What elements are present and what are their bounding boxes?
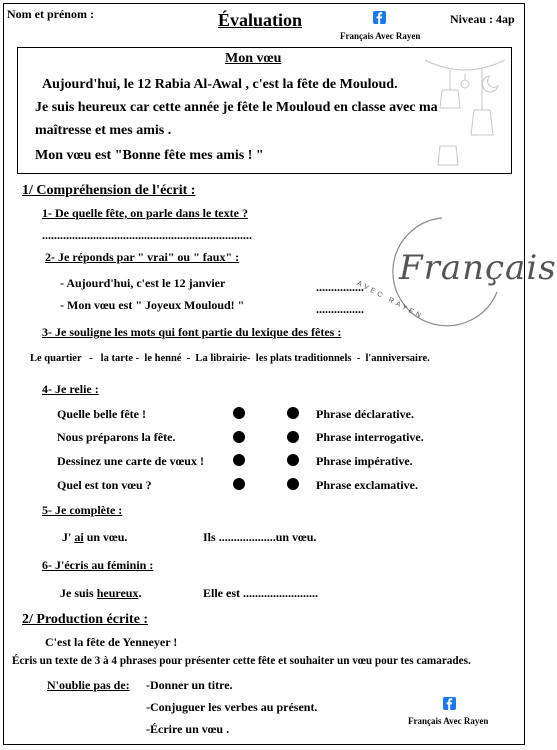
match-dot-right-4[interactable] <box>287 478 299 490</box>
match-left-4: Quel est ton vœu ? <box>57 478 152 492</box>
complete-exercise <box>203 530 316 545</box>
match-dot-left-3[interactable] <box>233 454 245 466</box>
true-false-blank-1: ................ <box>316 280 364 294</box>
true-false-item-2: - Mon vœu est " Joyeux Mouloud! " <box>60 298 245 312</box>
level-label: Niveau : 4ap <box>450 12 515 26</box>
reminder-3: -Écrire un vœu . <box>146 722 230 736</box>
vocabulary-words: Le quartier - la tarte - le henné - La librairie- les plats traditionnels - l'anniversaire. <box>30 353 430 364</box>
match-right-3: Phrase impérative. <box>316 454 413 468</box>
reminder-label: N'oublie pas de: <box>47 678 130 692</box>
match-dot-right-2[interactable] <box>287 431 299 443</box>
question-4: 4- Je relie : <box>42 382 99 396</box>
header-brand: Français Avec Rayen <box>340 31 421 41</box>
facebook-icon-footer <box>443 697 456 710</box>
question-3: 3- Je souligne les mots qui font partie du lexique des fêtes : <box>42 325 342 339</box>
reminder-2: -Conjuguer les verbes au présent. <box>146 700 318 714</box>
feminine-example-word: heureux <box>96 586 139 600</box>
reminder-1: -Donner un titre. <box>146 678 233 692</box>
feminine-example-pre: Je suis <box>60 586 97 600</box>
match-left-2: Nous préparons la fête. <box>57 430 176 444</box>
complete-example <box>62 530 127 545</box>
match-right-4: Phrase exclamative. <box>316 478 418 492</box>
reading-line-4: Mon vœu est "Bonne fête mes amis ! " <box>35 148 264 163</box>
question-6: 6- J'écris au féminin : <box>42 558 154 572</box>
match-dot-left-1[interactable] <box>233 407 245 419</box>
complete-exercise-post: un vœu. <box>275 530 317 544</box>
reading-line-1: Aujourd'hui, le 12 Rabia Al-Awal , c'est la fête de Mouloud. <box>42 77 398 92</box>
page-title: Évaluation <box>218 10 303 30</box>
match-left-1: Quelle belle fête ! <box>57 407 146 421</box>
section-1-title: 1/ Compréhension de l'écrit : <box>22 183 196 198</box>
match-right-2: Phrase interrogative. <box>316 430 424 444</box>
name-label: Nom et prénom : <box>7 7 94 21</box>
match-left-3: Dessinez une carte de vœux ! <box>57 454 204 468</box>
complete-exercise-pre: Ils <box>203 530 219 544</box>
footer-brand: Français Avec Rayen <box>408 716 489 726</box>
complete-exercise-blank: ................... <box>218 530 276 544</box>
logo-subtitle: AVEC RAYEN <box>355 280 425 321</box>
complete-example-verb: ai <box>74 530 84 544</box>
question-1: 1- De quelle fête, on parle dans le texte ? <box>42 206 248 220</box>
true-false-blank-2: ................ <box>316 302 364 316</box>
question-2: 2- Je réponds par " vrai" ou " faux" : <box>45 250 240 264</box>
reading-line-2: Je suis heureux car cette année je fête le Mouloud en classe avec ma <box>35 100 438 115</box>
match-right-1: Phrase déclarative. <box>316 407 414 421</box>
question-5: 5- Je complète : <box>42 503 123 517</box>
match-dot-right-3[interactable] <box>287 454 299 466</box>
complete-example-post: un vœu. <box>83 530 128 544</box>
true-false-item-1: - Aujourd'hui, c'est le 12 janvier <box>60 276 226 290</box>
facebook-icon <box>373 11 386 24</box>
match-dot-left-2[interactable] <box>233 431 245 443</box>
feminine-example <box>60 586 141 601</box>
reading-line-3: maîtresse et mes amis . <box>35 123 172 138</box>
answer-line-1: ...................................................................... <box>42 228 252 242</box>
match-dot-right-1[interactable] <box>287 407 299 419</box>
production-line-2: Écris un texte de 3 à 4 phrases pour présenter cette fête et souhaiter un vœu pour tes camarades. <box>12 655 471 667</box>
complete-example-pre: J' <box>62 530 75 544</box>
feminine-exercise: Elle est ......................... <box>203 586 318 600</box>
reading-title: Mon vœu <box>225 51 282 66</box>
section-2-title: 2/ Production écrite : <box>22 612 149 627</box>
feminine-example-post: . <box>138 586 142 600</box>
production-line-1: C'est la fête de Yenneyer ! <box>45 635 178 649</box>
logo-word: Français <box>399 248 557 288</box>
brand-logo <box>347 210 557 328</box>
match-dot-left-4[interactable] <box>233 478 245 490</box>
